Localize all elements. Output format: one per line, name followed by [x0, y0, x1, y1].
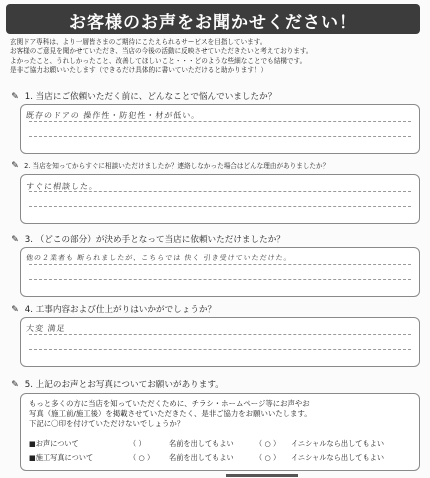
intro-line: 是非ご協力お願いいたします（できるだけ具体的に書いていただけると助かります！） [10, 66, 268, 75]
intro-line: お客様のご意見を聞かせていただき、当店の今後の活動に反映させていただきたいと考えております。 [10, 47, 313, 56]
question-2-label: 2. 当店を知ってからすぐに相談いただけましたか？連絡しなかった場合はどんな理由がありましたか？ [24, 162, 330, 170]
intro-line: よかったこと、うれしかったこと、改善してほしいこと・・・どのような些細なことでも結構です。 [10, 56, 307, 65]
question-3-label: 3. （どこの部分）が決め手となって当店に依頼いただけましたか？ [24, 235, 285, 245]
answer-2-text: すぐに相談した。 [25, 182, 99, 191]
consent-line: もっと多くの方に当店を知っていただくために、チラシ・ホームページ等にお声やお [29, 399, 310, 408]
answer-line [29, 279, 411, 280]
consent-box [20, 393, 420, 471]
pencil-icon: ✎ [11, 305, 19, 315]
answer-line [29, 136, 411, 137]
question-3 [8, 233, 422, 245]
answer-line [29, 264, 411, 265]
question-1 [8, 90, 422, 102]
consent-line: 写真（施工前/施工後）を掲載させていただきたく、是非ご協力をお願いいたします。 [29, 409, 312, 418]
consent-mark-name[interactable]: （ ○ ） [129, 453, 155, 462]
pencil-icon: ✎ [11, 380, 19, 390]
title-banner [6, 4, 420, 34]
consent-option-initial: イニシャルなら出してもよい [291, 453, 385, 462]
intro-line: 玄関ドア専科は、より一層皆さまのご期待にこたえられるサービスを目指しています。 [10, 38, 267, 46]
pencil-icon: ✎ [11, 92, 19, 102]
answer-1-text: 既存のドアの 操作性・防犯性・材が低い。 [25, 111, 201, 120]
intro-text [10, 38, 422, 76]
question-2 [8, 160, 422, 171]
answer-line [29, 206, 411, 207]
answer-box-4 [20, 317, 420, 367]
question-1-label: 1. 当店にご依頼いただく前に、どんなことで悩んでいましたか？ [24, 92, 277, 102]
page-edge-mark [226, 474, 298, 477]
consent-row-label: ■お声について [29, 439, 79, 448]
consent-text [29, 399, 415, 429]
question-4 [8, 303, 422, 315]
answer-line [29, 121, 411, 122]
question-4-label: 4. 工事内容および仕上がりはいかがでしょうか？ [24, 305, 217, 315]
answer-line [29, 334, 411, 335]
consent-row-label: ■施工写真について [29, 453, 94, 462]
question-5-label: 5. 上記のお声とお写真についてお願いがあります。 [24, 380, 224, 390]
answer-3-text: 他の２業者も 断られましたが、こちらでは 快く 引き受けていただけた。 [25, 254, 293, 262]
consent-option-name: 名前を出してもよい [169, 439, 234, 448]
consent-option-initial: イニシャルなら出してもよい [291, 439, 385, 448]
answer-line [29, 349, 411, 350]
consent-option-name: 名前を出してもよい [169, 453, 234, 462]
consent-mark-initial[interactable]: （ ○ ） [255, 453, 281, 462]
pencil-icon: ✎ [11, 161, 19, 171]
consent-mark-name[interactable]: （ ） [129, 439, 146, 448]
answer-4-text: 大変 満足 [25, 324, 67, 333]
page-title: お客様のお声をお聞かせください！ [69, 13, 357, 33]
question-5 [8, 378, 422, 390]
consent-line: 下記に〇印を付けていただけないでしょうか？ [29, 419, 185, 428]
consent-mark-initial[interactable]: （ ○ ） [255, 439, 281, 448]
pencil-icon: ✎ [11, 235, 19, 245]
